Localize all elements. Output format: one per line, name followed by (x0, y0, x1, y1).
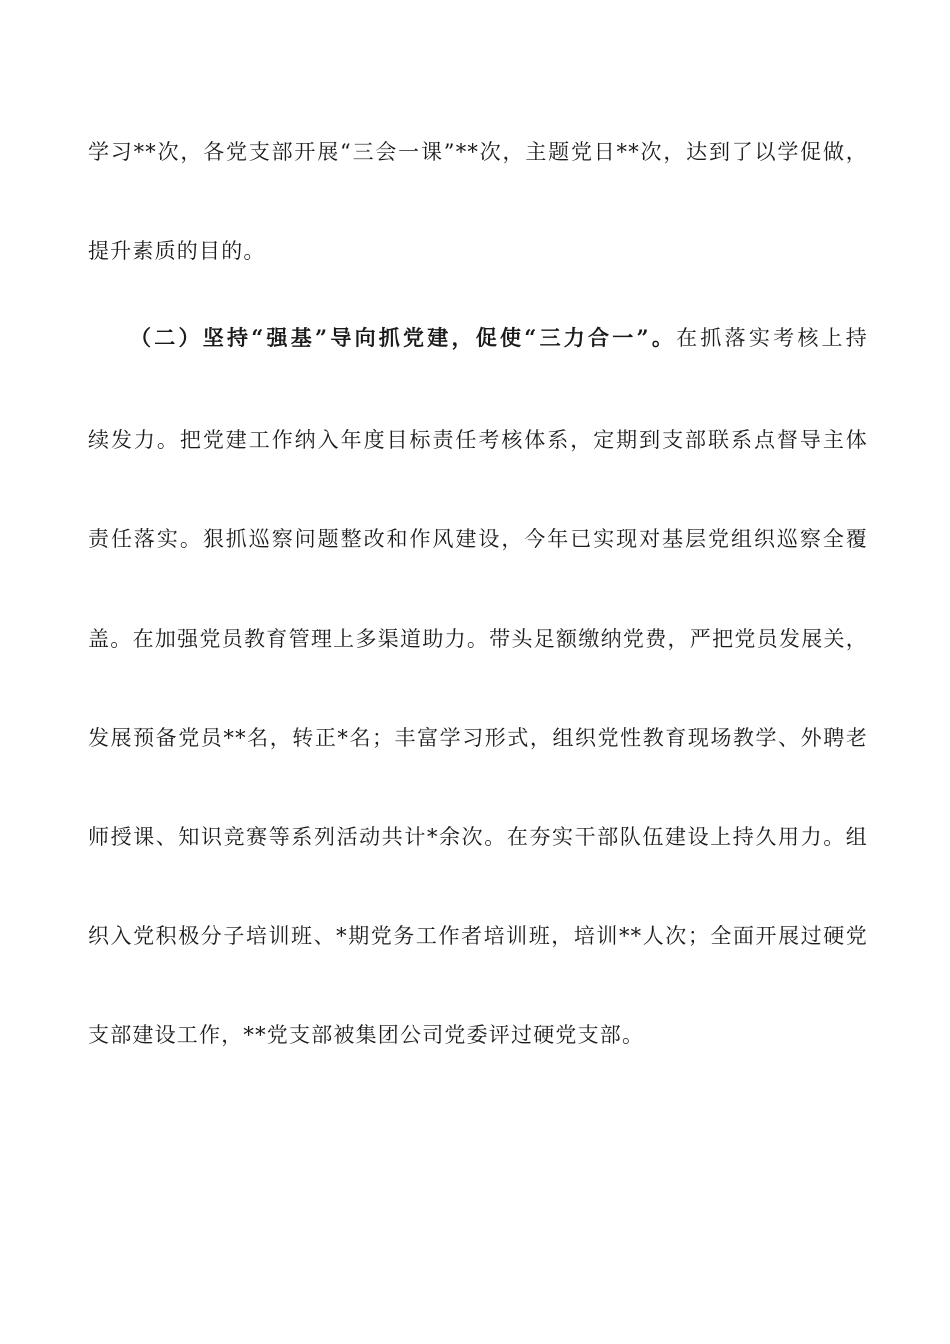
paragraph-1-line-1: 学习**次，各党支部开展“三会一课”**次，主题党日**次，达到了以学促做， (88, 140, 868, 164)
paragraph-2-line-7: 织入党积极分子培训班、*期党务工作者培训班，培训**人次；全面开展过硬党 (88, 924, 868, 948)
paragraph-2-line-1 (130, 323, 868, 353)
section-heading: （二）坚持“强基”导向抓党建，促使“三力合一”。 (130, 325, 677, 350)
paragraph-2-line-3: 责任落实。狠抓巡察问题整改和作风建设，今年已实现对基层党组织巡察全覆 (88, 527, 868, 551)
paragraph-2-line-8: 支部建设工作，**党支部被集团公司党委评过硬党支部。 (88, 1023, 645, 1047)
paragraph-2-line-6: 师授课、知识竞赛等系列活动共计*余次。在夯实干部队伍建设上持久用力。组 (88, 825, 868, 849)
paragraph-2-line-4: 盖。在加强党员教育管理上多渠道助力。带头足额缴纳党费，严把党员发展关， (88, 627, 868, 651)
paragraph-2-line-2: 续发力。把党建工作纳入年度目标责任考核体系，定期到支部联系点督导主体 (88, 428, 868, 452)
paragraph-2-line-5: 发展预备党员**名，转正*名；丰富学习形式，组织党性教育现场教学、外聘老 (88, 726, 868, 750)
paragraph-2-line-1-rest: 在抓落实考核上持 (676, 326, 868, 350)
paragraph-1-line-2: 提升素质的目的。 (88, 239, 266, 263)
